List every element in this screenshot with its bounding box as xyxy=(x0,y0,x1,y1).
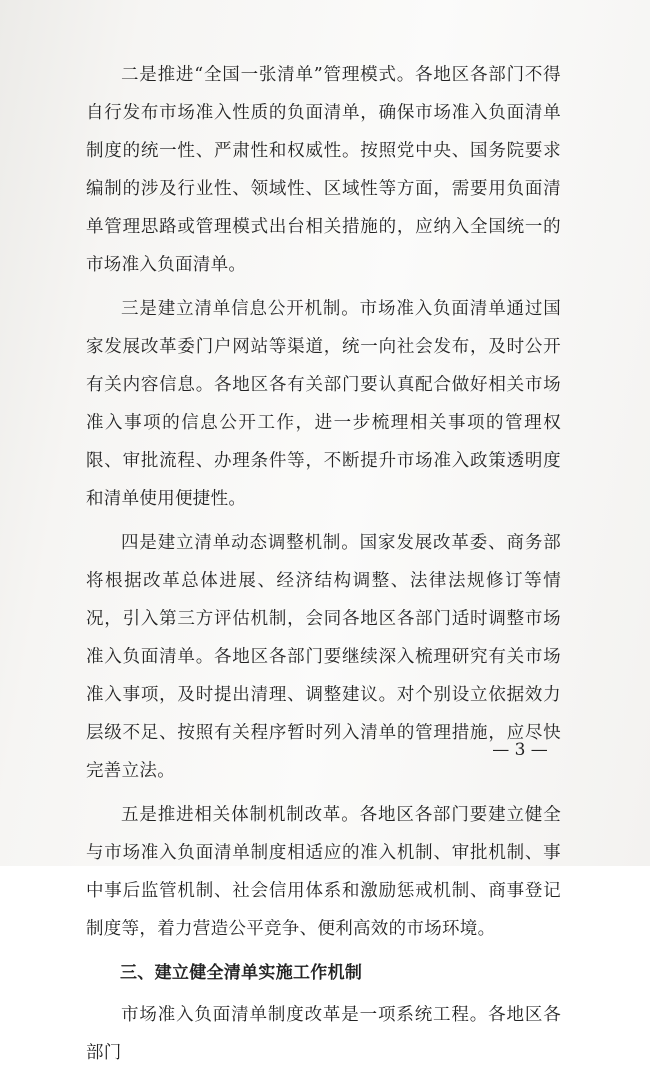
page-number: — 3 — xyxy=(492,740,548,760)
section-heading: 三、建立健全清单实施工作机制 xyxy=(120,963,363,983)
document-body xyxy=(86,56,561,1078)
paragraph-national-single-list: 二是推进“全国一张清单”管理模式。各地区各部门不得自行发布市场准入性质的负面清单，确保市场准入负面清单制度的统一性、严肃性和权威性。按照党中央、国务院要求编制的涉及行业性、领域性、区域性等方面，需要用负面清单管理思路或管理模式出台相关措施的，应纳入全国统一的市场准入负面清单。 xyxy=(86,65,561,275)
paragraph-institutional-reform: 五是推进相关体制机制改革。各地区各部门要建立健全与市场准入负面清单制度相适应的准入机制、审批机制、事中事后监管机制、社会信用体系和激励惩戒机制、商事登记制度等，着力营造公平竞争、便利高效的市场环境。 xyxy=(86,805,561,939)
paragraph-system-engineering: 市场准入负面清单制度改革是一项系统工程。各地区各部门 xyxy=(86,1005,561,1063)
paragraph-information-disclosure: 三是建立清单信息公开机制。市场准入负面清单通过国家发展改革委门户网站等渠道，统一向社会发布，及时公开有关内容信息。各地区各有关部门要认真配合做好相关市场准入事项的信息公开工作，进一步梳理相关事项的管理权限、审批流程、办理条件等，不断提升市场准入政策透明度和清单使用便捷性。 xyxy=(86,299,561,509)
paragraph-dynamic-adjustment: 四是建立清单动态调整机制。国家发展改革委、商务部将根据改革总体进展、经济结构调整、法律法规修订等情况，引入第三方评估机制，会同各地区各部门适时调整市场准入负面清单。各地区各部门要继续深入梳理研究有关市场准入事项，及时提出清理、调整建议。对个别设立依据效力层级不足、按照有关程序暂时列入清单的管理措施，应尽快完善立法。 xyxy=(86,533,561,781)
